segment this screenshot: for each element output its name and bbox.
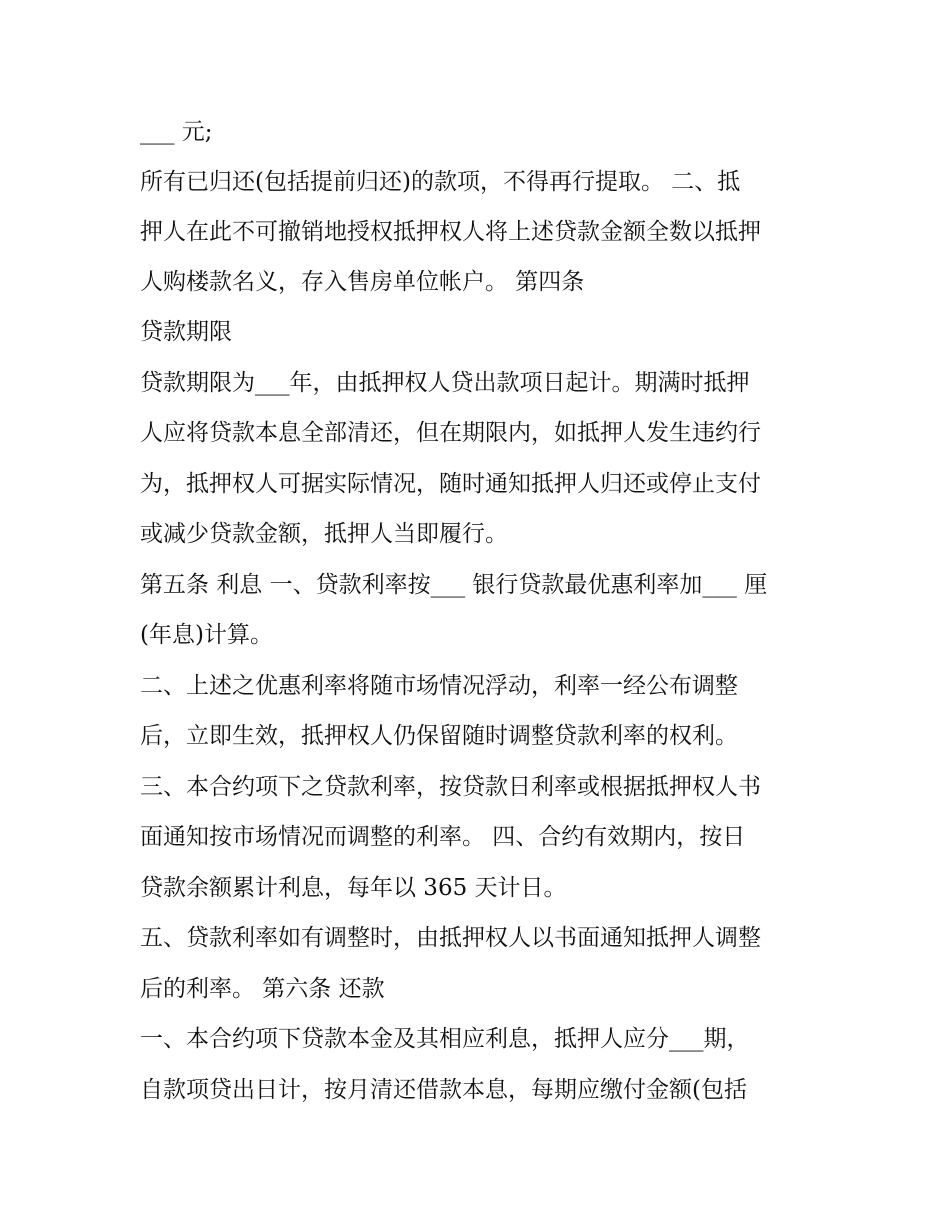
text-line: 自款项贷出日计，按月清还借款本息，每期应缴付金额(包括 (140, 1077, 747, 1103)
text-line: 人应将贷款本息全部清还，但在期限内，如抵押人发生违约行 (140, 420, 761, 446)
text-line: 贷款期限 (140, 319, 232, 345)
text-line: (年息)计算。 (140, 622, 273, 648)
text-line: 后，立即生效，抵押权人仍保留随时调整贷款利率的权利。 (140, 723, 738, 749)
text-line: 面通知按市场情况而调整的利率。 四、合约有效期内，按日 (140, 824, 746, 850)
text-line: 所有已归还(包括提前归还)的款项，不得再行提取。 二、抵 (140, 169, 741, 195)
text-line: 一、本合约项下贷款本金及其相应利息，抵押人应分___期， (140, 1026, 750, 1052)
text-line: 贷款余额累计利息，每年以 365 天计日。 (140, 875, 567, 901)
text-line: 三、本合约项下之贷款利率，按贷款日利率或根据抵押权人书 (140, 774, 761, 800)
text-line: 贷款期限为___年，由抵押权人贷出款项日起计。期满时抵押 (140, 370, 750, 396)
text-line: 押人在此不可撤销地授权抵押权人将上述贷款金额全数以抵押 (140, 219, 761, 245)
text-line: 或减少贷款金额，抵押人当即履行。 (140, 521, 508, 547)
text-line: 后的利率。 第六条 还款 (140, 976, 385, 1002)
text-line: 人购楼款名义，存入售房单位帐户。 第四条 (140, 269, 585, 295)
text-line: 为，抵押权人可据实际情况，随时通知抵押人归还或停止支付 (140, 471, 761, 497)
text-line: ___ 元; (140, 119, 213, 145)
text-line: 二、上述之优惠利率将随市场情况浮动，利率一经公布调整 (140, 673, 738, 699)
text-line: 第五条 利息 一、贷款利率按___ 银行贷款最优惠利率加___ 厘 (140, 572, 768, 598)
text-line: 五、贷款利率如有调整时，由抵押权人以书面通知抵押人调整 (140, 925, 761, 951)
